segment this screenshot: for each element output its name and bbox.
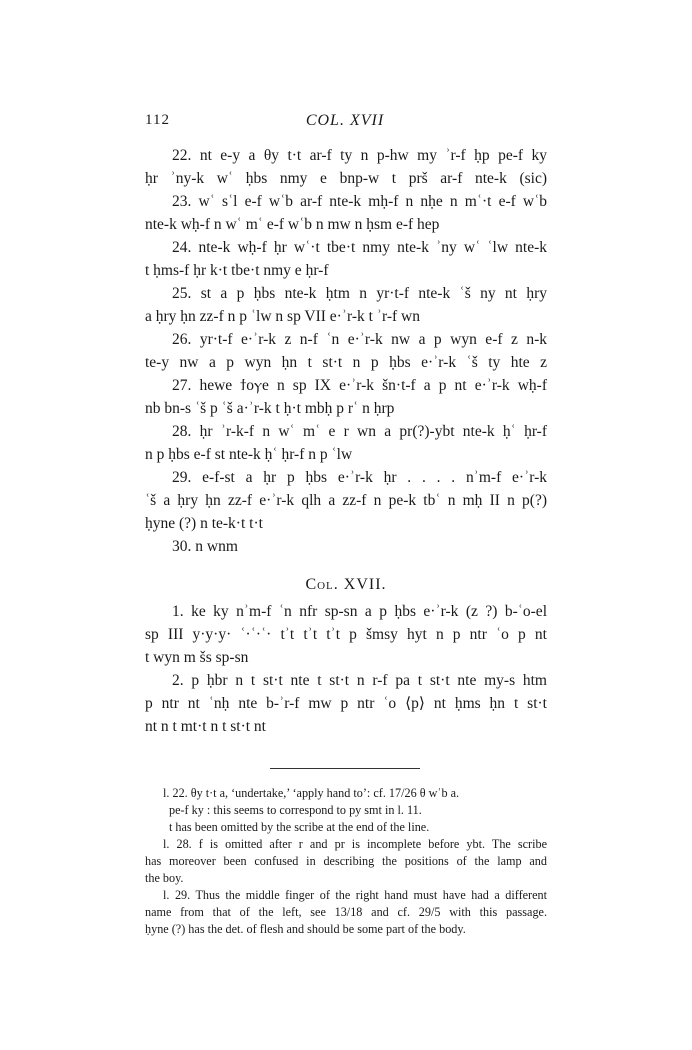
column-xvi-lines (145, 144, 547, 558)
text-line: sp III y·y·y· ʿ·ʿ·ʿ· tʾt tʾt tʾt p šmsy hyt n p ntr ʿo p nt (145, 626, 547, 643)
footnote-line: name from that of the left, see 13/18 and cf. 29/5 with this passage. (145, 905, 547, 919)
footnote-line: l. 28. f is omitted after r and pr is incomplete before ybt. The scribe (163, 837, 547, 851)
text-line: 25. st a p ḥbs nte-k ḥtm n yr·t-f nte-k ʿš ny nt ḥry (172, 285, 547, 302)
text-line: 29. e-f-st a ḥr p ḥbs e·ʾr-k ḥr . . . . nʾm-f e·ʾr-k (172, 469, 547, 486)
section-heading: Col. XVII. (305, 576, 387, 593)
text-line: 30. n wnm (172, 538, 238, 555)
text-line: 2. p ḥbr n t st·t nte t st·t n r-f pa t st·t nte my-s htm (172, 672, 547, 689)
text-line: t wyn m šs sp-sn (145, 649, 249, 666)
text-line: ḥyne (?) n te-k·t t·t (145, 515, 263, 532)
text-line: 1. ke ky nʾm-f ʿn nfr sp-sn a p ḥbs e·ʾr-k (z ?) b-ʿo-el (172, 603, 547, 620)
text-line: nt n t mt·t n t st·t nt (145, 718, 266, 735)
main-text (145, 144, 547, 738)
footnotes (145, 785, 547, 938)
footnote-divider (270, 768, 420, 769)
footnote-line: pe-f ky : this seems to correspond to py smt in l. 11. (169, 803, 422, 817)
text-line: ʿš a ḥry ḥn zz-f e·ʾr-k qlh a zz-f n pe-k tbʿ n mḥ II n p(?) (145, 492, 547, 509)
page-header (145, 112, 545, 136)
text-line: 22. nt e-y a θy t·t ar-f ty n p-hw my ʾr-f ḥp pe-f ky (172, 147, 547, 164)
footnote-line: has moreover been confused in describing the positions of the lamp and (145, 854, 547, 868)
text-line: ḥr ʾny-k wʿ ḥbs nmy e bnp-w t prš ar-f nte-k (sic) (145, 170, 547, 187)
text-line: n p ḥbs e-f st nte-k ḥʿ ḥr-f n p ʿlw (145, 446, 353, 463)
footnote-line: the boy. (145, 871, 184, 885)
footnote-line: l. 29. Thus the middle finger of the right hand must have had a different (163, 888, 547, 902)
column-xvii-lines (145, 600, 547, 738)
text-line: te-y nw a p wyn ḥn t st·t n p ḥbs e·ʾr-k ʿš ty hte z (145, 354, 547, 371)
text-line: a ḥry ḥn zz-f n p ʿlw n sp VII e·ʾr-k t ʾr-f wn (145, 308, 420, 325)
text-line: 28. ḥr ʾr-k-f n wʿ mʿ e r wn a pr(?)-ybt nte-k ḥʿ ḥr-f (172, 423, 547, 440)
footnote-line: l. 22. θy t·t a, ‘undertake,’ ‘apply hand to’: cf. 17/26 θ wʿb a. (163, 786, 460, 800)
footnote-line: t has been omitted by the scribe at the end of the line. (169, 820, 430, 834)
text-line: nb bn-s ʿš p ʿš a·ʾr-k t ḥ·t mbḥ p rʿ n ḥrp (145, 400, 395, 417)
text-line: 24. nte-k wḥ-f ḥr wʿ·t tbe·t nmy nte-k ʾny wʿ ʿlw nte-k (172, 239, 547, 256)
running-title: COL. XVII (305, 112, 385, 129)
page-number: 112 (145, 112, 170, 128)
text-line: nte-k wḥ-f n wʿ mʿ e-f wʿb n mw n ḥsm e-f hep (145, 216, 440, 233)
text-line: 26. yr·t-f e·ʾr-k z n-f ʿn e·ʾr-k nw a p wyn e-f z n-k (172, 331, 547, 348)
text-line: 23. wʿ sʿl e-f wʿb ar-f nte-k mḥ-f n nḥe n mʿ·t e-f wʿb (172, 193, 547, 210)
text-line: p ntr nt ʿnḥ nte b-ʾr-f mw p ntr ʿo ⟨p⟩ nt ḥms ḥn t st·t (145, 695, 547, 712)
footnote-line: ḥyne (?) has the det. of flesh and should be some part of the body. (145, 922, 466, 936)
text-line: 27. hewe ϯoⲩe n sp IX e·ʾr-k šn·t-f a p nt e·ʾr-k wḥ-f (172, 377, 547, 394)
text-line: t ḥms-f ḥr k·t tbe·t nmy e ḥr-f (145, 262, 329, 279)
